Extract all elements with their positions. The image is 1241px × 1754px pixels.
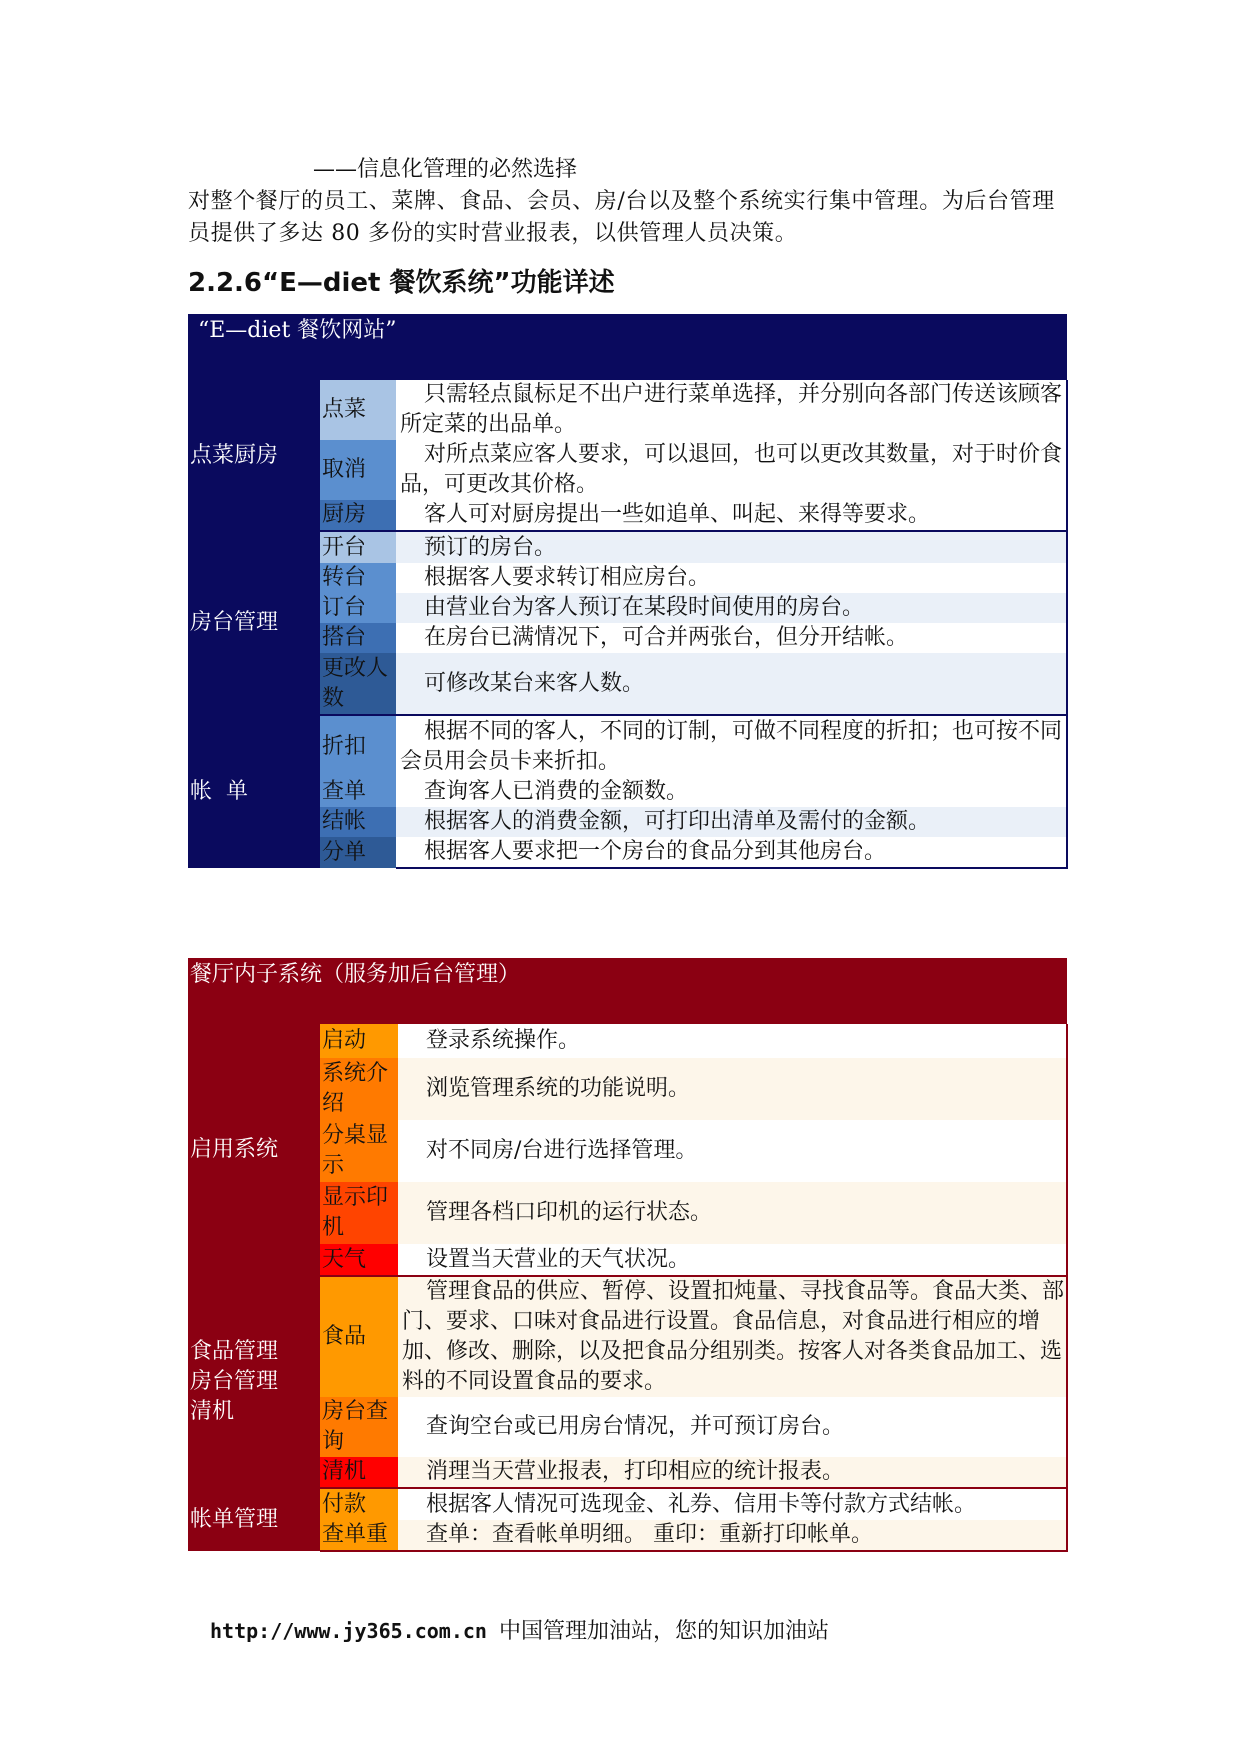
item-cell: 更改人数 bbox=[320, 653, 396, 715]
item-cell: 查单重 bbox=[320, 1520, 398, 1551]
item-cell: 折扣 bbox=[320, 715, 396, 777]
item-cell: 开台 bbox=[320, 531, 396, 563]
desc-cell: 对不同房/台进行选择管理。 bbox=[398, 1120, 1067, 1182]
category-cell: 帐单管理 bbox=[188, 1488, 320, 1551]
item-cell: 天气 bbox=[320, 1244, 398, 1276]
category-cell: 点菜厨房 bbox=[188, 380, 320, 531]
restaurant-subsystem-table bbox=[188, 958, 1068, 1552]
item-cell: 结帐 bbox=[320, 807, 396, 837]
item-cell: 房台查询 bbox=[320, 1397, 398, 1457]
table-title: “E—diet 餐饮网站” bbox=[188, 314, 1067, 380]
item-cell: 查单 bbox=[320, 777, 396, 807]
section-heading: 2.2.6“E—diet 餐饮系统”功能详述 bbox=[188, 268, 615, 298]
item-cell: 显示印机 bbox=[320, 1182, 398, 1244]
desc-cell: 只需轻点鼠标足不出户进行菜单选择，并分别向各部门传送该顾客所定菜的出品单。 bbox=[396, 380, 1067, 440]
footer-banner bbox=[210, 1614, 829, 1645]
item-cell: 分桌显示 bbox=[320, 1120, 398, 1182]
desc-cell: 根据客人情况可选现金、礼券、信用卡等付款方式结帐。 bbox=[398, 1488, 1067, 1520]
item-cell: 启动 bbox=[320, 1024, 398, 1058]
desc-cell: 消理当天营业报表，打印相应的统计报表。 bbox=[398, 1457, 1067, 1488]
desc-cell: 根据客人的消费金额，可打印出清单及需付的金额。 bbox=[396, 807, 1067, 837]
desc-cell: 根据不同的客人，不同的订制，可做不同程度的折扣；也可按不同会员用会员卡来折扣。 bbox=[396, 715, 1067, 777]
footer-slogan: 中国管理加油站，您的知识加油站 bbox=[498, 1619, 829, 1644]
desc-cell: 对所点菜应客人要求，可以退回，也可以更改其数量，对于时价食品，可更改其价格。 bbox=[396, 440, 1067, 500]
subtitle: ——信息化管理的必然选择 bbox=[313, 157, 578, 182]
category-cell: 启用系统 bbox=[188, 1024, 320, 1276]
item-cell: 搭台 bbox=[320, 623, 396, 653]
desc-cell: 根据客人要求转订相应房台。 bbox=[396, 563, 1067, 593]
desc-cell: 根据客人要求把一个房台的食品分到其他房台。 bbox=[396, 837, 1067, 868]
desc-cell: 查单：查看帐单明细。 重印：重新打印帐单。 bbox=[398, 1520, 1067, 1551]
item-cell: 系统介绍 bbox=[320, 1058, 398, 1120]
table-title: 餐厅内子系统（服务加后台管理） bbox=[188, 958, 1067, 1024]
item-cell: 食品 bbox=[320, 1276, 398, 1397]
desc-cell: 预订的房台。 bbox=[396, 531, 1067, 563]
desc-cell: 登录系统操作。 bbox=[398, 1024, 1067, 1058]
item-cell: 转台 bbox=[320, 563, 396, 593]
desc-cell: 查询客人已消费的金额数。 bbox=[396, 777, 1067, 807]
intro-paragraph: 对整个餐厅的员工、菜牌、食品、会员、房/台以及整个系统实行集中管理。为后台管理员提供了多达 80 多份的实时营业报表，以供管理人员决策。 bbox=[188, 189, 1055, 246]
category-cell: 帐 单 bbox=[188, 715, 320, 868]
item-cell: 订台 bbox=[320, 593, 396, 623]
desc-cell: 浏览管理系统的功能说明。 bbox=[398, 1058, 1067, 1120]
item-cell: 清机 bbox=[320, 1457, 398, 1488]
desc-cell: 可修改某台来客人数。 bbox=[396, 653, 1067, 715]
desc-cell: 客人可对厨房提出一些如追单、叫起、来得等要求。 bbox=[396, 500, 1067, 531]
desc-cell: 由营业台为客人预订在某段时间使用的房台。 bbox=[396, 593, 1067, 623]
item-cell: 分单 bbox=[320, 837, 396, 868]
category-cell: 食品管理 房台管理 清机 bbox=[188, 1276, 320, 1488]
edit-website-table bbox=[188, 314, 1068, 869]
item-cell: 付款 bbox=[320, 1488, 398, 1520]
desc-cell: 设置当天营业的天气状况。 bbox=[398, 1244, 1067, 1276]
desc-cell: 管理各档口印机的运行状态。 bbox=[398, 1182, 1067, 1244]
desc-cell: 查询空台或已用房台情况，并可预订房台。 bbox=[398, 1397, 1067, 1457]
footer-url[interactable]: http://www.jy365.com.cn bbox=[210, 1619, 487, 1643]
item-cell: 取消 bbox=[320, 440, 396, 500]
category-cell: 房台管理 bbox=[188, 531, 320, 715]
item-cell: 点菜 bbox=[320, 380, 396, 440]
item-cell: 厨房 bbox=[320, 500, 396, 531]
desc-cell: 管理食品的供应、暂停、设置扣炖量、寻找食品等。食品大类、部门、要求、口味对食品进行设置。食品信息，对食品进行相应的增加、修改、删除，以及把食品分组别类。按客人对各类食品加工、选料的不同设置食品的要求。 bbox=[398, 1276, 1067, 1397]
desc-cell: 在房台已满情况下，可合并两张台，但分开结帐。 bbox=[396, 623, 1067, 653]
